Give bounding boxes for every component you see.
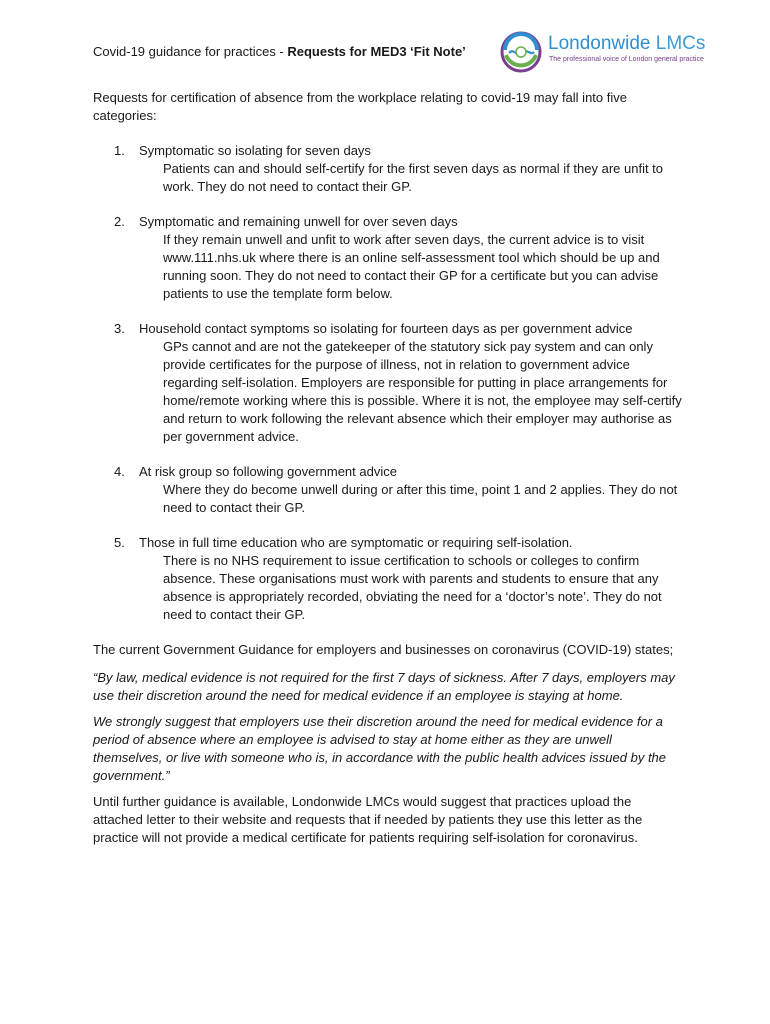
list-item-detail: Patients can and should self-certify for the first seven days as normal if they are unfit to work. They do not need to contact their GP. <box>163 161 664 194</box>
logo-brand-suffix: LMCs <box>655 33 706 54</box>
list-item-detail: There is no NHS requirement to issue certification to schools or colleges to confirm absence. These organisations must work with parents and students to ensure that any absence is appropriately recorded, obviating the need for a ‘doctor’s note’. They do not need to contact their GP. <box>163 553 662 622</box>
document-body <box>93 89 683 847</box>
quote-paragraph-1: “By law, medical evidence is not required for the first 7 days of sickness. After 7 days, employers may use their discretion around the need for medical evidence if an employee is staying at home. <box>93 670 675 703</box>
list-item <box>93 534 683 624</box>
list-item-title: Symptomatic so isolating for seven days <box>139 143 371 158</box>
closing-paragraph: Until further guidance is available, Londonwide LMCs would suggest that practices upload the attached letter to their website and requests that if needed by patients they use this letter as the practice will not provide a medical certificate for patients requiring self-isolation for coronavirus. <box>93 794 643 845</box>
londonwide-lmcs-logo <box>497 28 717 76</box>
intro-paragraph: Requests for certification of absence from the workplace relating to covid-19 may fall into five categories: <box>93 90 627 123</box>
list-item-title: Those in full time education who are symptomatic or requiring self-isolation. <box>139 535 573 550</box>
list-item-title: At risk group so following government advice <box>139 464 397 479</box>
list-item-detail: If they remain unwell and unfit to work after seven days, the current advice is to visit www.111.nhs.uk where there is an online self-assessment tool which should be up and running soon. They do not need to contact their GP for a certificate but you can advise patients to use the template form below. <box>163 232 660 301</box>
header-title: Requests for MED3 ‘Fit Note’ <box>287 44 466 59</box>
list-item-title: Household contact symptoms so isolating for fourteen days as per government advice <box>139 321 633 336</box>
list-item-number: 3. <box>114 321 125 336</box>
list-item <box>93 320 683 446</box>
logo-brand-main: Londonwide <box>548 33 656 54</box>
list-item <box>93 463 683 517</box>
list-item-number: 2. <box>114 214 125 229</box>
list-item-number: 1. <box>114 143 125 158</box>
logo-tagline: The professional voice of London general practice <box>549 56 704 63</box>
list-item <box>93 142 683 196</box>
category-list <box>93 142 683 624</box>
page-header <box>93 44 473 60</box>
logo-emblem-icon <box>497 28 545 76</box>
list-item-number: 5. <box>114 535 125 550</box>
header-prefix: Covid-19 guidance for practices - <box>93 44 288 59</box>
list-item-detail: Where they do become unwell during or after this time, point 1 and 2 applies. They do not need to contact their GP. <box>163 482 678 515</box>
list-item-detail: GPs cannot and are not the gatekeeper of the statutory sick pay system and can only provide certificates for the purpose of illness, not in relation to government advice regarding self-isolation. Employers are responsible for putting in place arrangements for home/remote working where this is possible. Where it is not, the employee may self-certify and return to work following the relevant absence which their employer may authorise as per government advice. <box>163 339 682 444</box>
list-item-title: Symptomatic and remaining unwell for over seven days <box>139 214 458 229</box>
gov-guidance-paragraph: The current Government Guidance for employers and businesses on coronavirus (COVID-19) states; <box>93 642 674 657</box>
list-item <box>93 213 683 303</box>
quote-paragraph-2: We strongly suggest that employers use their discretion around the need for medical evidence for a period of absence where an employee is advised to stay at home either as they are unwell themselves, or live with someone who is, in accordance with the public health advices issued by the government.” <box>93 714 667 783</box>
list-item-number: 4. <box>114 464 125 479</box>
logo-brand-text <box>548 33 705 55</box>
